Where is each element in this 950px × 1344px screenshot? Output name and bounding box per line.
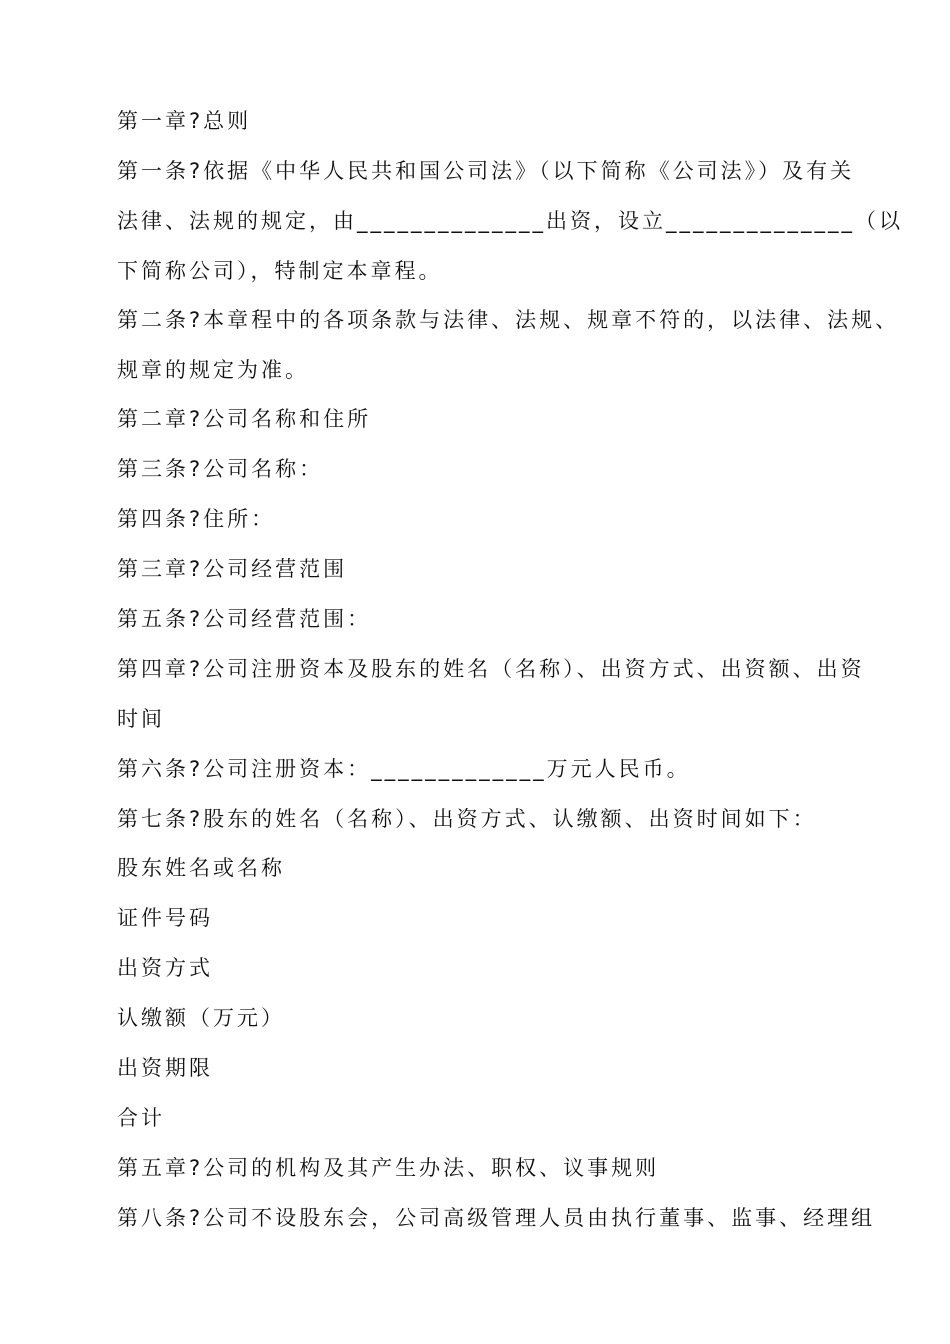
article-1-line-1: 第一条?依据《中华人民共和国公司法》（以下简称《公司法》）及有关 [117, 159, 855, 183]
article-3: 第三条?公司名称： [117, 457, 324, 481]
shareholder-name-label: 股东姓名或名称 [117, 856, 285, 880]
subscribed-amount-label: 认缴额（万元） [117, 1006, 285, 1030]
id-number-label: 证件号码 [117, 906, 213, 930]
chapter-4-heading-line-1: 第四章?公司注册资本及股东的姓名（名称）、出资方式、出资额、出资 [117, 657, 865, 681]
contribution-deadline-label: 出资期限 [117, 1056, 213, 1080]
article-1-line-2: 法律、法规的规定，由______________出资，设立______________（以 [117, 209, 903, 233]
article-5: 第五条?公司经营范围： [117, 607, 372, 631]
article-7: 第七条?股东的姓名（名称）、出资方式、认缴额、出资时间如下： [117, 807, 817, 831]
article-6: 第六条?公司注册资本：_____________万元人民币。 [117, 757, 691, 781]
chapter-2-heading: 第二章?公司名称和住所 [117, 407, 372, 431]
chapter-4-heading-line-2: 时间 [117, 707, 165, 731]
article-4: 第四条?住所： [117, 507, 276, 531]
article-2-line-2: 规章的规定为准。 [117, 358, 309, 382]
chapter-5-heading: 第五章?公司的机构及其产生办法、职权、议事规则 [117, 1156, 660, 1180]
article-1-line-3: 下简称公司），特制定本章程。 [117, 259, 443, 283]
contribution-method-label: 出资方式 [117, 956, 213, 980]
chapter-3-heading: 第三章?公司经营范围 [117, 557, 348, 581]
article-2-line-1: 第二条?本章程中的各项条款与法律、法规、规章不符的，以法律、法规、 [117, 308, 900, 332]
article-8-line-1: 第八条?公司不设股东会，公司高级管理人员由执行董事、监事、经理组 [117, 1206, 876, 1230]
chapter-1-heading: 第一章?总则 [117, 109, 252, 133]
total-label: 合计 [117, 1106, 165, 1130]
